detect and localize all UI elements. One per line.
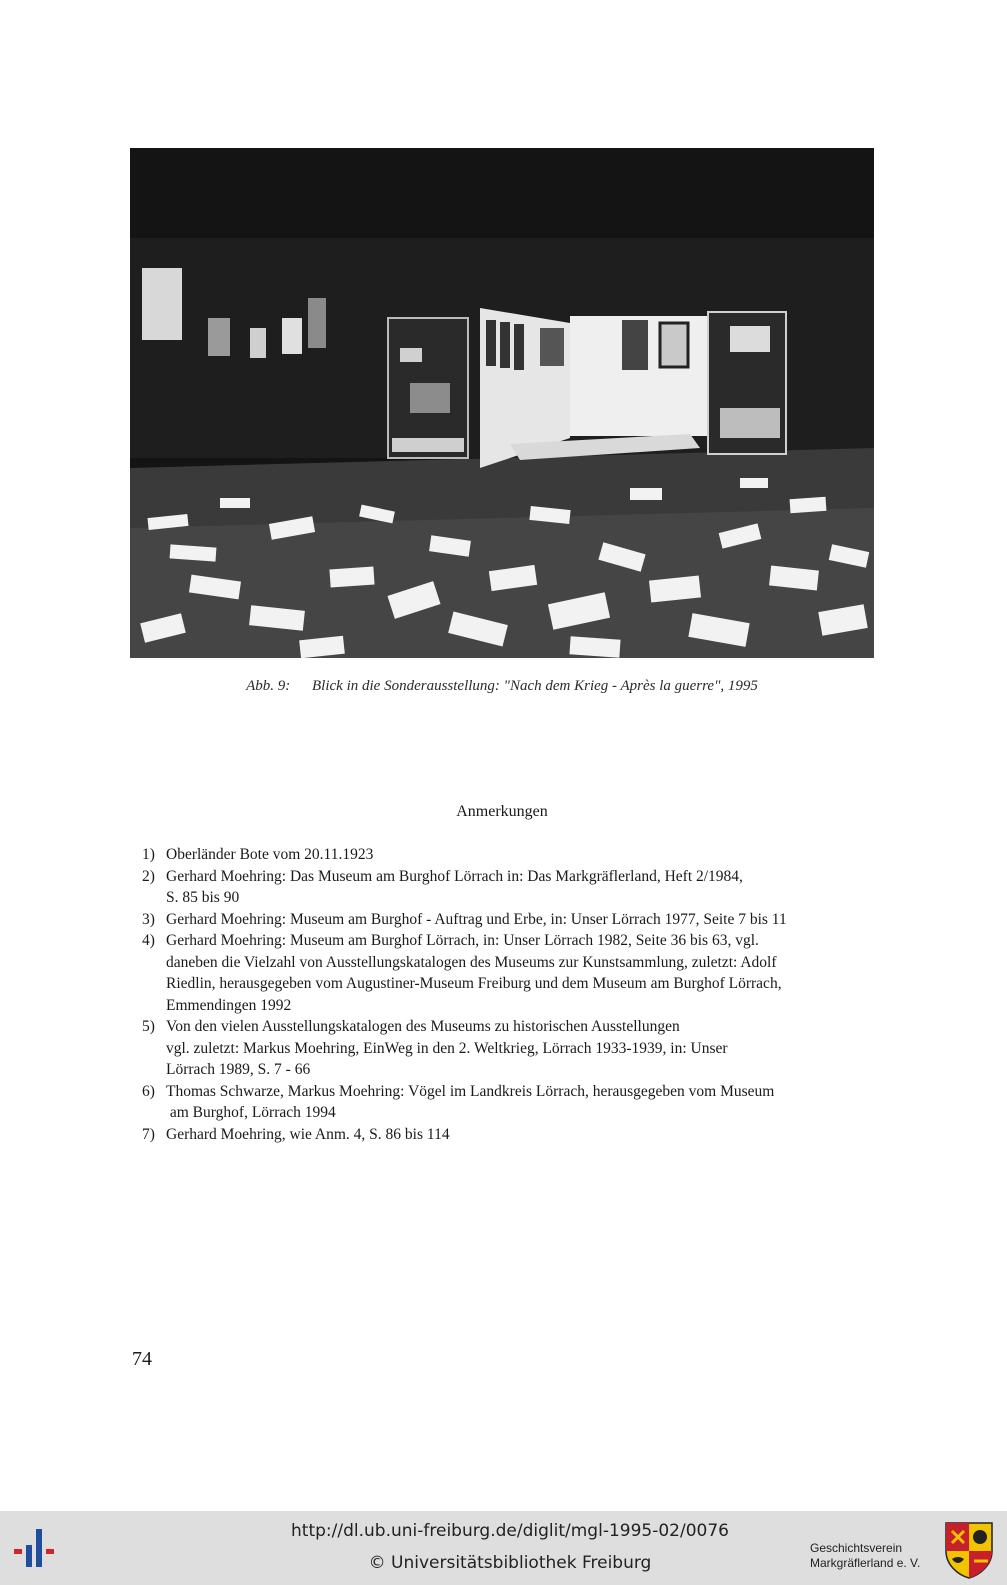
- note-text: [166, 1124, 877, 1146]
- note-item: [142, 1081, 877, 1124]
- note-number: 6): [142, 1082, 155, 1100]
- note-line: Von den vielen Ausstellungskatalogen des Museums zu historischen Ausstellungen: [166, 1018, 680, 1035]
- footer-bar: [0, 1511, 1007, 1585]
- library-logo-icon[interactable]: [12, 1525, 64, 1573]
- note-item: [142, 909, 877, 931]
- note-item: [142, 930, 877, 1016]
- note-number: 5): [142, 1018, 155, 1035]
- note-number: 7): [142, 1125, 155, 1143]
- note-line: Riedlin, herausgegeben vom Augustiner-Museum Freiburg und dem Museum am Burghof Lörrach,: [166, 975, 782, 992]
- figure-caption-number: Abb. 9:: [246, 678, 291, 694]
- page-number: 74: [132, 1348, 152, 1370]
- society-name-line-2: Markgräflerland e. V.: [810, 1556, 921, 1570]
- society-name: [810, 1541, 920, 1571]
- note-line: Gerhard Moehring: Das Museum am Burghof Lörrach in: Das Markgräflerland, Heft 2/1984,: [166, 867, 743, 885]
- note-line: Gerhard Moehring, wie Anm. 4, S. 86 bis 114: [166, 1125, 450, 1143]
- note-number: 2): [142, 867, 155, 885]
- note-item: [142, 1124, 877, 1146]
- note-item: [142, 1016, 877, 1081]
- society-crest-icon: [944, 1521, 994, 1579]
- note-line: am Burghof, Lörrach 1994: [166, 1104, 336, 1121]
- note-item: [142, 866, 877, 909]
- figure-caption: [130, 678, 874, 695]
- note-line: Gerhard Moehring: Museum am Burghof - Auftrag und Erbe, in: Unser Lörrach 1977, Seite 7 bis 11: [166, 910, 787, 928]
- document-url-link[interactable]: http://dl.ub.uni-freiburg.de/diglit/mgl-1995-02/0076: [291, 1521, 729, 1541]
- note-text: [166, 844, 877, 866]
- copyright-notice: © Universitätsbibliothek Freiburg: [368, 1553, 652, 1573]
- note-line: Emmendingen 1992: [166, 996, 292, 1014]
- note-item: [142, 844, 877, 866]
- society-name-line-1: Geschichtsverein: [810, 1541, 903, 1555]
- notes-heading: Anmerkungen: [456, 803, 548, 820]
- note-line: Thomas Schwarze, Markus Moehring: Vögel im Landkreis Lörrach, herausgegeben vom Museum: [166, 1082, 775, 1100]
- note-line: daneben die Vielzahl von Ausstellungskatalogen des Museums zur Kunstsammlung, zuletzt: Adolf: [166, 953, 777, 971]
- note-text: [166, 866, 877, 909]
- note-text: [166, 1016, 877, 1081]
- note-text: [166, 1081, 877, 1124]
- note-line: S. 85 bis 90: [166, 889, 240, 906]
- note-number: 1): [142, 846, 155, 863]
- note-text: [166, 930, 877, 1016]
- note-line: Oberländer Bote vom 20.11.1923: [166, 846, 374, 863]
- figure-caption-text: Blick in die Sonderausstellung: "Nach dem Krieg - Après la guerre", 1995: [312, 678, 758, 694]
- note-number: 3): [142, 910, 155, 928]
- notes-list: [142, 844, 877, 1145]
- note-line: Gerhard Moehring: Museum am Burghof Lörrach, in: Unser Lörrach 1982, Seite 36 bis 63, vgl.: [166, 932, 759, 949]
- note-number: 4): [142, 932, 155, 949]
- note-line: vgl. zuletzt: Markus Moehring, EinWeg in den 2. Weltkrieg, Lörrach 1933-1939, in: Unser: [166, 1039, 728, 1057]
- note-text: [166, 909, 877, 931]
- note-line: Lörrach 1989, S. 7 - 66: [166, 1061, 311, 1078]
- exhibition-photo: [130, 148, 874, 658]
- exhibition-photo-graphic: [130, 148, 874, 658]
